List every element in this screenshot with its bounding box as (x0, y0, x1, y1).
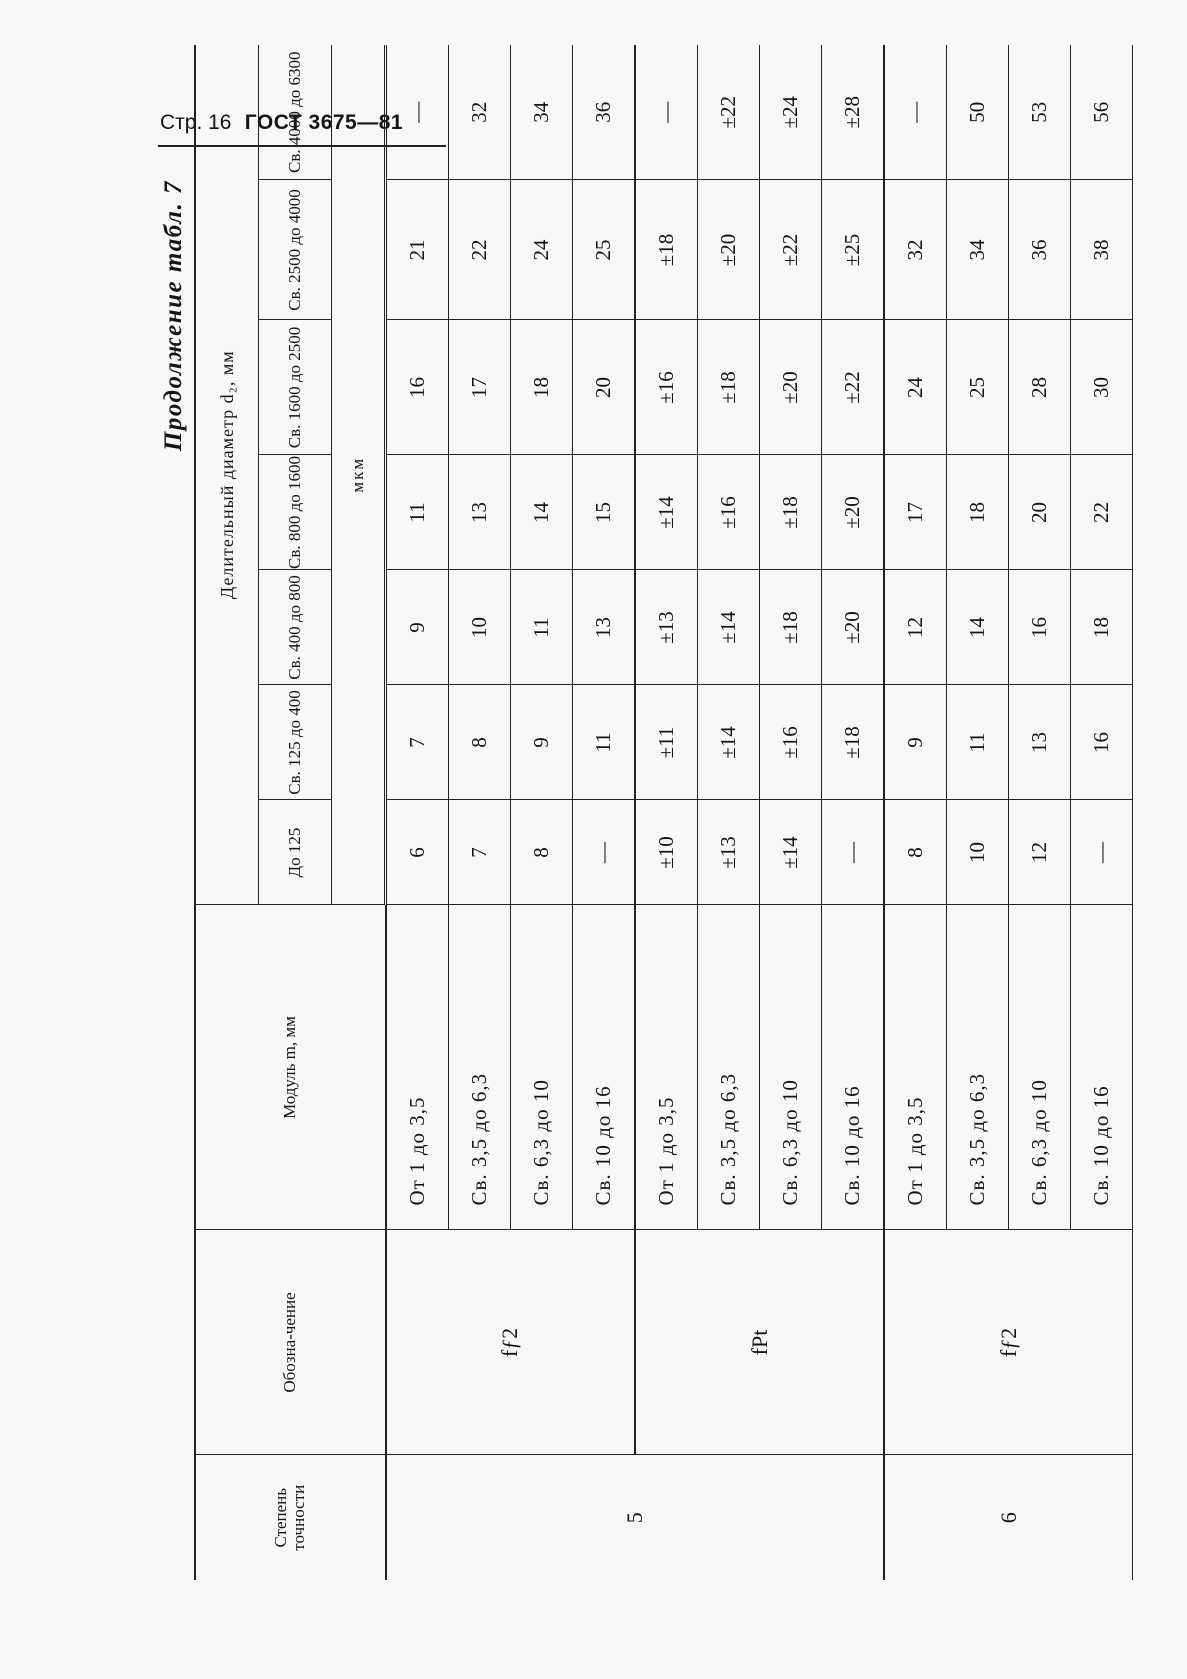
value-cell: 15 (573, 455, 636, 570)
value-cell: — (635, 45, 698, 180)
module-range-cell: От 1 до 3,5 (635, 905, 698, 1230)
value-cell: 50 (947, 45, 1009, 180)
value-cell: ±14 (698, 570, 760, 685)
value-cell: ±14 (635, 455, 698, 570)
value-cell: 16 (1009, 570, 1071, 685)
value-cell: 14 (511, 455, 573, 570)
module-range-cell: Св. 10 до 16 (573, 905, 636, 1230)
module-range-cell: Св. 3,5 до 6,3 (947, 905, 1009, 1230)
value-cell: 18 (947, 455, 1009, 570)
symbol-cell: fƒ2 (884, 1230, 1133, 1455)
value-cell: 34 (511, 45, 573, 180)
diameter-range-header: Св. 125 до 400 (259, 685, 332, 800)
value-cell: ±16 (635, 320, 698, 455)
table-row (884, 45, 947, 1580)
value-cell: 17 (884, 455, 947, 570)
module-range-cell: Св. 6,3 до 10 (1009, 905, 1071, 1230)
value-cell: 56 (1071, 45, 1133, 180)
value-cell: 22 (449, 180, 511, 320)
value-cell: — (573, 800, 636, 905)
value-cell: 12 (884, 570, 947, 685)
value-cell: 30 (1071, 320, 1133, 455)
module-range-cell: Св. 3,5 до 6,3 (698, 905, 760, 1230)
value-cell: 13 (449, 455, 511, 570)
accuracy-degree: 5 (386, 1455, 885, 1580)
value-cell: 14 (947, 570, 1009, 685)
value-cell: ±10 (635, 800, 698, 905)
value-cell: ±25 (822, 180, 885, 320)
value-cell: ±18 (760, 570, 822, 685)
value-cell: 32 (449, 45, 511, 180)
value-cell: 24 (511, 180, 573, 320)
module-range-cell: Св. 6,3 до 10 (511, 905, 573, 1230)
value-cell: 18 (1071, 570, 1133, 685)
table-caption: Продолжение табл. 7 (160, 180, 187, 452)
value-cell: 9 (386, 570, 449, 685)
accuracy-degree: 6 (884, 1455, 1133, 1580)
value-cell: ±18 (635, 180, 698, 320)
symbol-cell: fPt (635, 1230, 884, 1455)
diameter-range-header: Св. 4000 до 6300 (259, 45, 332, 180)
table-row (386, 45, 449, 1580)
diameter-range-header: Св. 1600 до 2500 (259, 320, 332, 455)
value-cell: 6 (386, 800, 449, 905)
value-cell: 8 (884, 800, 947, 905)
value-cell: 25 (947, 320, 1009, 455)
value-cell: — (386, 45, 449, 180)
page-number: Стр. 16 (160, 111, 232, 134)
value-cell: 16 (1071, 685, 1133, 800)
table-body (386, 45, 1133, 1580)
value-cell: 7 (449, 800, 511, 905)
value-cell: ±22 (760, 180, 822, 320)
value-cell: 38 (1071, 180, 1133, 320)
unit-header: мкм (332, 45, 386, 905)
value-cell: ±18 (760, 455, 822, 570)
value-cell: ±28 (822, 45, 885, 180)
module-range-cell: Св. 3,5 до 6,3 (449, 905, 511, 1230)
module-range-cell: Св. 6,3 до 10 (760, 905, 822, 1230)
diameter-header: Делительный диаметр d₂, мм (195, 45, 259, 905)
value-cell: ±18 (822, 685, 885, 800)
value-cell: 11 (511, 570, 573, 685)
value-cell: 7 (386, 685, 449, 800)
value-cell: ±11 (635, 685, 698, 800)
value-cell: 36 (573, 45, 636, 180)
value-cell: ±20 (760, 320, 822, 455)
value-cell: 32 (884, 180, 947, 320)
value-cell: ±14 (698, 685, 760, 800)
value-cell: ±13 (698, 800, 760, 905)
value-cell: 9 (884, 685, 947, 800)
module-range-cell: От 1 до 3,5 (386, 905, 449, 1230)
value-cell: ±20 (822, 455, 885, 570)
module-range-cell: От 1 до 3,5 (884, 905, 947, 1230)
value-cell: — (884, 45, 947, 180)
value-cell: ±16 (698, 455, 760, 570)
value-cell: ±22 (822, 320, 885, 455)
value-cell: 28 (1009, 320, 1071, 455)
col-degree-header: Степень точности (195, 1455, 386, 1580)
module-range-cell: Св. 10 до 16 (1071, 905, 1133, 1230)
symbol-cell: fƒ2 (386, 1230, 636, 1455)
value-cell: ±24 (760, 45, 822, 180)
diameter-range-header: Св. 800 до 1600 (259, 455, 332, 570)
value-cell: 13 (1009, 685, 1071, 800)
value-cell: 13 (573, 570, 636, 685)
value-cell: 34 (947, 180, 1009, 320)
value-cell: 24 (884, 320, 947, 455)
value-cell: 8 (449, 685, 511, 800)
value-cell: 16 (386, 320, 449, 455)
value-cell: ±13 (635, 570, 698, 685)
tolerance-table (194, 45, 1133, 1580)
value-cell: ±20 (698, 180, 760, 320)
value-cell: 20 (1009, 455, 1071, 570)
value-cell: — (1071, 800, 1133, 905)
diameter-range-header: До 125 (259, 800, 332, 905)
value-cell: 20 (573, 320, 636, 455)
value-cell: 10 (947, 800, 1009, 905)
diameter-range-header: Св. 2500 до 4000 (259, 180, 332, 320)
value-cell: ±14 (760, 800, 822, 905)
value-cell: 36 (1009, 180, 1071, 320)
value-cell: ±22 (698, 45, 760, 180)
module-range-cell: Св. 10 до 16 (822, 905, 885, 1230)
value-cell: 10 (449, 570, 511, 685)
value-cell: 11 (573, 685, 636, 800)
value-cell: ±16 (760, 685, 822, 800)
value-cell: 17 (449, 320, 511, 455)
col-symbol-header: Обозна-чение (195, 1230, 386, 1455)
value-cell: 12 (1009, 800, 1071, 905)
value-cell: 22 (1071, 455, 1133, 570)
value-cell: ±18 (698, 320, 760, 455)
col-module-header: Модуль m, мм (195, 905, 386, 1230)
value-cell: 21 (386, 180, 449, 320)
value-cell: — (822, 800, 885, 905)
value-cell: 11 (386, 455, 449, 570)
value-cell: 11 (947, 685, 1009, 800)
standard-number: ГОСТ 3675—81 (244, 111, 404, 134)
value-cell: 53 (1009, 45, 1071, 180)
value-cell: 18 (511, 320, 573, 455)
diameter-range-header: Св. 400 до 800 (259, 570, 332, 685)
value-cell: ±20 (822, 570, 885, 685)
value-cell: 9 (511, 685, 573, 800)
table-row (635, 45, 698, 1580)
value-cell: 25 (573, 180, 636, 320)
value-cell: 8 (511, 800, 573, 905)
